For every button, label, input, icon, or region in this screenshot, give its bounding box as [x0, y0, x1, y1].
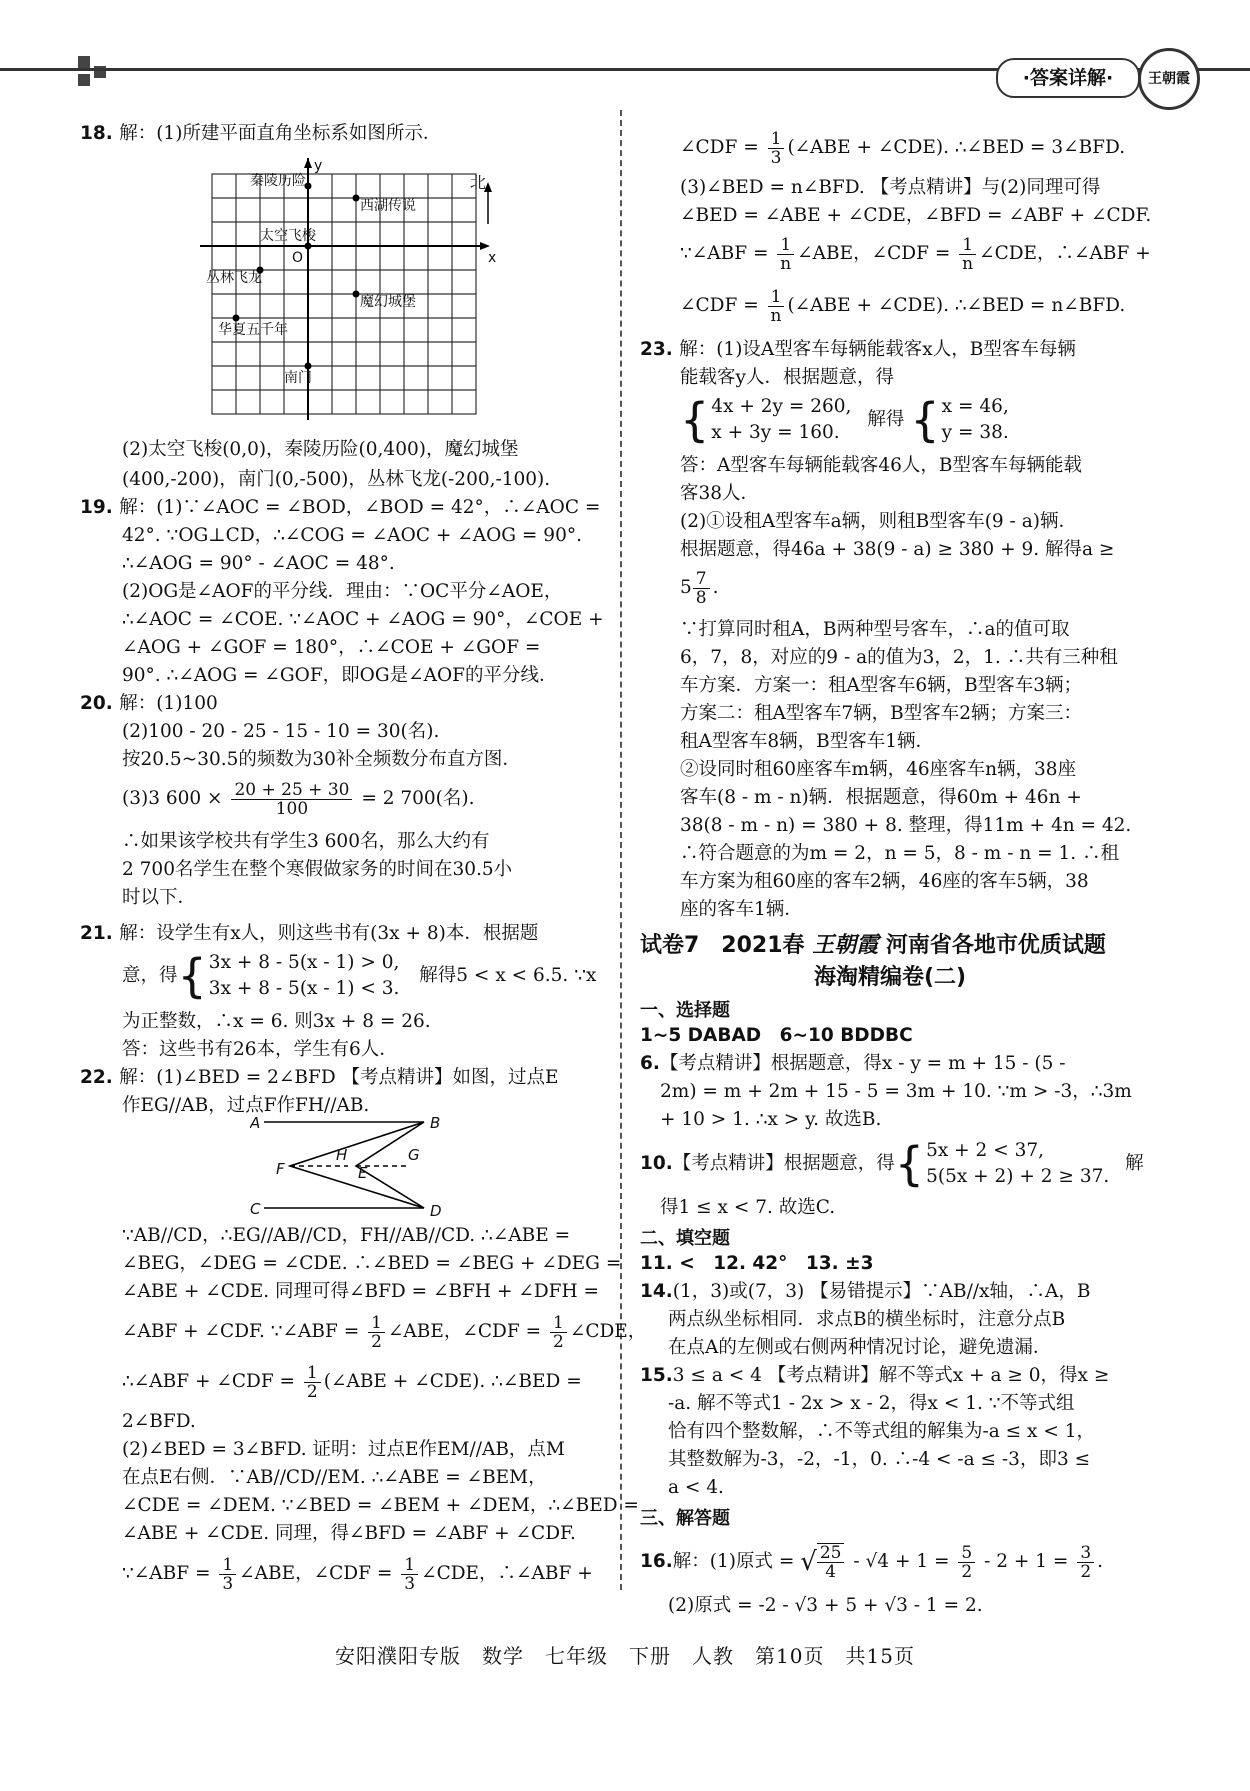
q23-line7: ∵打算同时租A，B两种型号客车，∴a的值可取 [680, 619, 1070, 640]
q22-line1: 22. 解：(1)∠BED = 2∠BFD 【考点精讲】如图，过点E [80, 1067, 559, 1088]
origin-label: O [292, 250, 304, 266]
q15-line3: 恰有四个整数解，∴不等式组的解集为-a ≤ x < 1， [668, 1421, 1096, 1442]
page-footer: 安阳濮阳专版 数学 七年级 下册 人教 第10页 共15页 [335, 1644, 915, 1668]
q22-line6: ∠ABF + ∠CDF. ∵∠ABF = $\frac{1}{2}$ ∠ABE，∠CDF = $\frac{1}{2}$ ∠CDE， [122, 1312, 647, 1352]
q23-line14: 38(8 - m - n) = 380 + 8. 整理，得11m + 4n = 42. [680, 815, 1132, 836]
label-taikong: 太空飞梭 [260, 228, 316, 244]
q22-line9: (2)∠BED = 3∠BFD. 证明：过点E作EM//AB，点M [122, 1439, 565, 1460]
y-axis-label: y [314, 158, 323, 174]
q23-line4: 客38人． [680, 483, 760, 504]
q23-line17: 座的客车1辆． [680, 899, 803, 920]
coordinate-grid-figure [200, 158, 500, 420]
choice-answers: 1~5 DABAD 6~10 BDDBC [640, 1025, 913, 1046]
q23-line6: 根据题意，得46a + 38(9 - a) ≥ 380 + 9. 解得a ≥ [680, 539, 1115, 560]
q19-line2: 42°. ∵OG⊥CD，∴∠COG = ∠AOC + ∠AOG = 90°. [122, 525, 582, 546]
point-xihu [353, 195, 360, 202]
q22-line3: ∵AB//CD，∴EG//AB//CD，FH//AB//CD. ∴∠ABE = [122, 1225, 571, 1246]
q20-line1: 20. 解：(1)100 [80, 693, 218, 714]
q23-line16: 车方案为租60座的客车2辆，46座的客车5辆，38 [680, 871, 1089, 892]
q10-line2: 得1 ≤ x < 7. 故选C. [660, 1197, 836, 1218]
parallel-lines-figure [250, 1112, 480, 1222]
r-line1: ∠CDF = $\frac{1}{3}$ (∠ABE + ∠CDE). ∴∠BED = 3∠BFD. [680, 128, 1126, 168]
label-d: D [430, 1202, 442, 1220]
r-line4: ∵∠ABF = $\frac{1}{n}$ ∠ABE，∠CDF = $\frac{1}{n}$ ∠CDE，∴∠ABF + [680, 234, 1151, 274]
q21-line3: 为正整数，∴x = 6. 则3x + 8 = 26. [122, 1011, 431, 1032]
q15-line4: 其整数解为-3，-2，-1，0. ∴-4 < -a ≤ -3，即3 ≤ [668, 1449, 1091, 1470]
q6-line1: 6.【考点精讲】根据题意，得x - y = m + 15 - (5 - [640, 1053, 1066, 1074]
q22-line11: ∠CDE = ∠DEM. ∵∠BED = ∠BEM + ∠DEM，∴∠BED = [122, 1495, 639, 1516]
r-line2: (3)∠BED = n∠BFD. 【考点精讲】与(2)同理可得 [680, 177, 1101, 198]
label-e: E [358, 1164, 368, 1182]
q15-line1: 15.3 ≤ a < 4 【考点精讲】解不等式x + a ≥ 0，得x ≥ [640, 1365, 1110, 1386]
q23-line5: (2)①设租A型客车a辆，则租B型客车(9 - a)辆． [680, 511, 1077, 532]
q10-line1: 10.【考点精讲】根据题意，得{ 5x + 2 < 37, 5(5x + 2) + 2 ≥ 37. 解 [640, 1137, 1144, 1191]
q19-line5: ∴∠AOC = ∠COE. ∵∠AOC + ∠AOG = 90°，∠COE + [122, 609, 604, 630]
q14-line3: 在点A的左侧或右侧两种情况讨论，避免遗漏． [668, 1337, 1052, 1358]
fill-answers: 11. < 12. 42° 13. ±3 [640, 1253, 874, 1274]
point-huaxia [233, 315, 240, 322]
q6-line3: + 10 > 1. ∴x > y. 故选B. [660, 1109, 882, 1130]
q14-line1: 14.(1，3)或(7，3) 【易错提示】∵AB//x轴，∴A，B [640, 1281, 1091, 1302]
q15-line2: -a. 解不等式1 - 2x > x - 2，得x < 1. ∵不等式组 [668, 1393, 1075, 1414]
header-decor-square [78, 56, 90, 68]
q22-line2: 作EG//AB，过点F作FH//AB. [122, 1095, 370, 1116]
q18-line3: (400,-200)，南门(0,-500)，丛林飞龙(-200,-100). [122, 469, 551, 490]
q21-system: 3x + 8 - 5(x - 1) > 0, 3x + 8 - 5(x - 1) < 3. [208, 952, 400, 999]
q23-line15: ∴符合题意的为m = 2，n = 5，8 - m - n = 1. ∴租 [680, 843, 1120, 864]
q20-line3: 按20.5~30.5的频数为30补全频数分布直方图． [122, 749, 521, 770]
q6-line2: 2m) = m + 2m + 15 - 5 = 3m + 10. ∵m > -3，∴3m [660, 1081, 1132, 1102]
r-line5: ∠CDF = $\frac{1}{n}$ (∠ABE + ∠CDE). ∴∠BED = n∠BFD. [680, 286, 1126, 326]
paper7-brand: 王朝霞 [812, 932, 879, 958]
q23-line12: ②设同时租60座客车m辆，46座客车n辆，38座 [680, 759, 1077, 780]
q22-line12: ∠ABE + ∠CDE. 同理，得∠BFD = ∠ABF + ∠CDF. [122, 1523, 576, 1544]
label-conglin: 丛林飞龙 [206, 270, 262, 286]
q20-line2: (2)100 - 20 - 25 - 15 - 10 = 30(名). [122, 721, 440, 742]
header-decor-square [78, 74, 90, 86]
label-h: H [336, 1146, 348, 1164]
q19-line3: ∴∠AOG = 90° - ∠AOC = 48°. [122, 553, 395, 574]
label-mohuan: 魔幻城堡 [360, 294, 416, 310]
paper7-subtitle: 海淘精编卷(二) [813, 965, 967, 990]
point-nanmen [305, 363, 312, 370]
point-mohuan [353, 291, 360, 298]
q20-line7: 时以下． [122, 887, 197, 908]
q23-line9: 车方案．方案一：租A型客车6辆，B型客车3辆； [680, 675, 1082, 696]
label-huaxia: 华夏五千年 [218, 322, 288, 338]
section-fill-heading: 二、填空题 [640, 1228, 730, 1249]
label-a: A [250, 1114, 261, 1132]
r-line3: ∠BED = ∠ABE + ∠CDE，∠BFD = ∠ABF + ∠CDF. [680, 205, 1152, 226]
column-divider [620, 110, 622, 1590]
label-nanmen: 南门 [284, 370, 312, 386]
q14-line2: 两点纵坐标相同．求点B的横坐标时，注意分点B [668, 1309, 1066, 1330]
q23-line2: 能载客y人．根据题意，得 [680, 367, 894, 388]
q20-line4: (3)3 600 × $\frac{20 + 25 + 30}{100}$ = 2 700(名). [122, 779, 475, 819]
label-b: B [430, 1114, 441, 1132]
q23-line8: 6，7，8，对应的9 - a的值为3，2，1. ∴共有三种租 [680, 647, 1118, 668]
q20-line6: 2 700名学生在整个寒假做家务的时间在30.5小 [122, 859, 513, 880]
q22-line8: 2∠BFD. [122, 1411, 196, 1432]
label-g: G [408, 1146, 420, 1164]
q22-line13: ∵∠ABF = $\frac{1}{3}$ ∠ABE，∠CDF = $\frac{1}{3}$ ∠CDE，∴∠ABF + [122, 1554, 593, 1594]
q16-line2: (2)原式 = -2 - √3 + 5 + √3 - 1 = 2. [668, 1595, 983, 1616]
label-qinling: 秦陵历险 [250, 173, 306, 189]
q21-line1: 21. 解：设学生有x人，则这些书有(3x + 8)本．根据题 [80, 923, 539, 944]
q23-line3: 答：A型客车每辆能载客46人，B型客车每辆能载 [680, 455, 1082, 476]
q22-line5: ∠ABE + ∠CDE. 同理可得∠BFD = ∠BFH + ∠DFH = [122, 1281, 600, 1302]
brand-logo-icon: 王朝霞 [1138, 48, 1200, 110]
section-solve-heading: 三、解答题 [640, 1508, 730, 1529]
q23-line11: 租A型客车8辆，B型客车1辆． [680, 731, 934, 752]
q15-line5: a < 4. [668, 1477, 724, 1498]
q18-line2: (2)太空飞梭(0,0)，秦陵历险(0,400)，魔幻城堡 [122, 439, 519, 460]
q16-line1: 16.解：(1)原式 = √ $\frac{25}{4}$ - √4 + 1 = $\frac{5}{2}$ - 2 + 1 = $\frac{3}{2}$ . [640, 1542, 1104, 1582]
q23-line13: 客车(8 - m - n)辆．根据题意，得60m + 46n + [680, 787, 1082, 808]
q20-fraction: $\frac{20 + 25 + 30}{100}$ [231, 781, 352, 818]
paper7-title: 试卷7 2021春 王朝霞 河南省各地市优质试题 [640, 932, 1106, 958]
q21-line2: 意，得{ 3x + 8 - 5(x - 1) > 0, 3x + 8 - 5(x - 1) < 3. 解得5 < x < 6.5. ∵x [122, 949, 597, 1003]
q22-line7: ∴∠ABF + ∠CDF = $\frac{1}{2}$ (∠ABE + ∠CDE). ∴∠BED = [122, 1362, 582, 1402]
q22-line10: 在点E右侧．∵AB//CD//EM. ∴∠ABE = ∠BEM， [122, 1467, 547, 1488]
q19-line4: (2)OG是∠AOF的平分线．理由：∵OC平分∠AOE， [122, 581, 563, 602]
q19-line6: ∠AOG + ∠GOF = 180°，∴∠COE + ∠GOF = [122, 637, 541, 658]
q18-line1: 18. 解：(1)所建平面直角坐标系如图所示． [80, 123, 442, 144]
q21-line4: 答：这些书有26本，学生有6人． [122, 1039, 398, 1060]
x-axis-label: x [488, 250, 497, 266]
q19-line7: 90°. ∴∠AOG = ∠GOF，即OG是∠AOF的平分线． [122, 665, 558, 686]
q23-mixed-number: 5 $\frac{7}{8}$ . [680, 568, 719, 608]
q20-line5: ∴如果该学校共有学生3 600名，那么大约有 [122, 831, 490, 852]
q23-line1: 23. 解：(1)设A型客车每辆能载客x人，B型客车每辆 [640, 339, 1076, 360]
section-choice-heading: 一、选择题 [640, 1000, 730, 1021]
q23-system-line: { 4x + 2y = 260, x + 3y = 160. 解得 { x = 46, y = 38. [680, 393, 1009, 447]
q22-line4: ∠BEG，∠DEG = ∠CDE. ∴∠BED = ∠BEG + ∠DEG = [122, 1253, 622, 1274]
header-badge: ·答案详解· [996, 58, 1140, 98]
label-c: C [250, 1200, 261, 1218]
north-label: 北 [470, 173, 487, 192]
q19-line1: 19. 解：(1)∵∠AOC = ∠BOD，∠BOD = 42°，∴∠AOC = [80, 497, 601, 518]
q23-line10: 方案二：租A型客车7辆，B型客车2辆；方案三： [680, 703, 1082, 724]
label-xihu: 西湖传说 [360, 198, 416, 214]
label-f: F [276, 1160, 285, 1178]
